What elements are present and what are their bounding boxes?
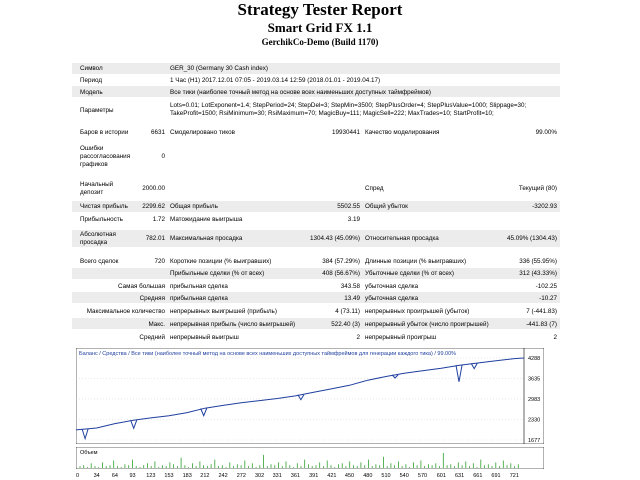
largest-profit-label: прибыльная сделка	[170, 283, 228, 290]
profit-factor-value: 1.72	[152, 216, 165, 223]
x-tick-label: 721	[509, 473, 519, 479]
x-tick-label: 391	[309, 473, 319, 479]
y-tick-label: 4288	[528, 356, 541, 362]
volume-label: Объем	[80, 450, 98, 456]
y-tick-label: 2983	[528, 396, 541, 403]
bars-value: 6631	[150, 129, 165, 136]
quality-label: Качество моделирования	[365, 129, 440, 136]
ticks-label: Смоделировано тиков	[170, 129, 235, 136]
row-shade	[72, 63, 560, 74]
net-profit-label: Чистая прибыль	[80, 203, 128, 210]
total-trades-value: 720	[154, 258, 165, 265]
errors-label-3: графиков	[80, 161, 108, 168]
profit-factor-label: Прибыльность	[80, 216, 123, 223]
max-dd-value: 1304.43 (45.09%)	[309, 235, 360, 242]
long-label: Длинные позиции (% выигравших)	[365, 258, 467, 265]
bars-label: Баров в истории	[80, 129, 129, 136]
errors-value: 0	[161, 153, 165, 160]
avg-profit-value: 13.49	[344, 295, 360, 302]
average-label: Средняя	[139, 295, 165, 302]
max-cons-losses-label: непрерывных проигрышей (убыток)	[365, 308, 470, 315]
y-tick-label: 1677	[528, 438, 541, 444]
max-cons-profit-label: непрерывная прибыль (число выигрышей)	[170, 321, 296, 328]
params-line-2: TakeProfit=1500; RsiMinimum=30; RsiMaximum=70; MagicBuy=111; MagicSell=222; MaxTrades=10; StartProfit=10;	[170, 110, 494, 117]
errors-label-1: Ошибки	[80, 145, 104, 152]
x-axis-labels	[76, 469, 544, 480]
avg-cons-losses-label: непрерывный проигрыш	[365, 334, 437, 341]
largest-loss-value: -102.25	[535, 283, 557, 290]
errors-label-2: рассогласования	[80, 153, 131, 160]
loss-trades-value: 312 (43.33%)	[519, 270, 557, 277]
x-tick-label: 64	[111, 473, 118, 479]
max-cons-loss-value: -441.83 (7)	[526, 321, 557, 328]
spread-value: Текущий (80)	[518, 185, 557, 192]
x-tick-label: 302	[255, 473, 265, 479]
avg-cons-wins-value: 2	[356, 334, 360, 341]
max-cons-losses-value: 7 (-441.83)	[526, 308, 557, 315]
deposit-label-2: депозит	[80, 189, 104, 196]
x-tick-label: 510	[381, 473, 391, 479]
max-cons-profit-value: 522.40 (3)	[331, 321, 360, 328]
avg-cons-losses-value: 2	[553, 334, 557, 341]
params-line-1: Lots=0.01; LotExponent=1.4; StepPeriod=24; StepDel=3; StepMin=3500; StepPlusOrder=4; StepPlusValue=1000; Slippage=30;	[170, 102, 527, 109]
report-title: Strategy Tester Report	[237, 0, 403, 19]
x-tick-label: 34	[93, 473, 100, 479]
x-tick-label: 242	[218, 473, 228, 479]
x-tick-label: 212	[200, 473, 210, 479]
balance-chart	[76, 348, 544, 444]
profit-trades-label: Прибыльные сделки (% от всех)	[170, 270, 265, 277]
volume-frame	[76, 447, 544, 469]
x-tick-label: 570	[417, 473, 428, 479]
period-label: Период	[80, 77, 103, 84]
quality-value: 99.00%	[535, 129, 557, 136]
avg-cons-label: Средний	[139, 334, 165, 341]
gross-loss-label: Общий убыток	[365, 203, 408, 210]
x-tick-label: 0	[76, 473, 80, 479]
model-label: Модель	[80, 89, 103, 96]
short-label: Короткие позиции (% выигравших)	[170, 258, 272, 265]
x-tick-label: 183	[182, 473, 192, 479]
abs-dd-label-1: Абсолютная	[80, 231, 116, 238]
x-tick-label: 361	[290, 473, 300, 479]
chart-frame	[76, 348, 544, 444]
x-tick-label: 450	[344, 473, 355, 479]
x-tick-label: 631	[455, 473, 465, 479]
expert-name: Smart Grid FX 1.1	[267, 20, 373, 35]
max-dd-label: Максимальная просадка	[170, 235, 243, 242]
avg-loss-label: убыточная сделка	[365, 295, 419, 302]
max-cons-wins-label: непрерывных выигрышей (прибыль)	[170, 308, 277, 315]
expected-payoff-value: 3.19	[347, 216, 360, 223]
gross-loss-value: -3202.93	[532, 203, 557, 210]
deposit-label-1: Начальный	[80, 181, 114, 188]
x-tick-label: 331	[272, 473, 282, 479]
total-trades-label: Всего сделок	[80, 258, 119, 265]
gross-profit-label: Общая прибыль	[170, 203, 218, 210]
abs-dd-label-2: просадка	[80, 239, 108, 246]
x-tick-label: 153	[164, 473, 174, 479]
largest-label: Самая большая	[118, 283, 165, 290]
max-cons-loss-label: непрерывный убыток (число проигрышей)	[365, 321, 489, 328]
deposit-value: 2000.00	[142, 185, 165, 192]
avg-cons-wins-label: непрерывный выигрыш	[170, 334, 239, 341]
max-cons-wins-value: 4 (73.11)	[335, 308, 360, 315]
x-tick-label: 272	[236, 473, 246, 479]
server-name: GerchikCo-Demo (Build 1170)	[261, 37, 379, 47]
profit-trades-value: 408 (56.67%)	[322, 270, 360, 277]
x-tick-label: 93	[129, 473, 136, 479]
short-value: 384 (57.29%)	[322, 258, 360, 265]
ticks-value: 19930441	[331, 129, 360, 136]
x-tick-label: 123	[146, 473, 156, 479]
expected-payoff-label: Матожидание выигрыша	[170, 216, 243, 223]
symbol-value: GER_30 (Germany 30 Cash index)	[170, 65, 268, 72]
x-tick-label: 601	[436, 473, 446, 479]
model-value: Все тики (наиболее точный метод на основе всех наименьших доступных таймфреймов)	[170, 89, 431, 96]
chart-title: Баланс / Средства / Все тики (наиболее точный метод на основе всех наименьших доступных таймфреймов для генерации каждого тика) / 99.00%	[79, 351, 457, 357]
avg-loss-value: -10.27	[539, 295, 557, 302]
net-profit-value: 2299.62	[142, 203, 165, 210]
period-value: 1 Час (H1) 2017.12.01 07:05 - 2019.03.14 12:59 (2018.01.01 - 2019.04.17)	[170, 77, 381, 84]
x-tick-label: 480	[363, 473, 373, 479]
x-tick-label: 421	[327, 473, 337, 479]
y-tick-label: 3635	[528, 376, 541, 383]
symbol-label: Символ	[80, 65, 103, 72]
max-label: Макс.	[148, 321, 165, 328]
x-tick-label: 661	[473, 473, 483, 479]
gross-profit-value: 5502.55	[337, 203, 360, 210]
x-tick-label: 691	[491, 473, 501, 479]
avg-profit-label: прибыльная сделка	[170, 295, 228, 302]
rel-dd-label: Относительная просадка	[365, 235, 439, 242]
x-tick-label: 540	[399, 473, 409, 479]
params-label: Параметры	[80, 107, 114, 114]
largest-loss-label: убыточная сделка	[365, 283, 419, 290]
largest-profit-value: 343.58	[340, 283, 360, 290]
rel-dd-value: 45.09% (1304.43)	[506, 235, 557, 242]
volume-chart	[76, 447, 544, 469]
y-tick-label: 2330	[528, 417, 541, 424]
long-value: 336 (55.95%)	[519, 258, 557, 265]
max-count-label: Максимальное количество	[86, 308, 165, 315]
abs-dd-value: 782.01	[145, 235, 165, 242]
loss-trades-label: Убыточные сделки (% от всех)	[365, 270, 454, 277]
spread-label: Спред	[365, 185, 384, 192]
